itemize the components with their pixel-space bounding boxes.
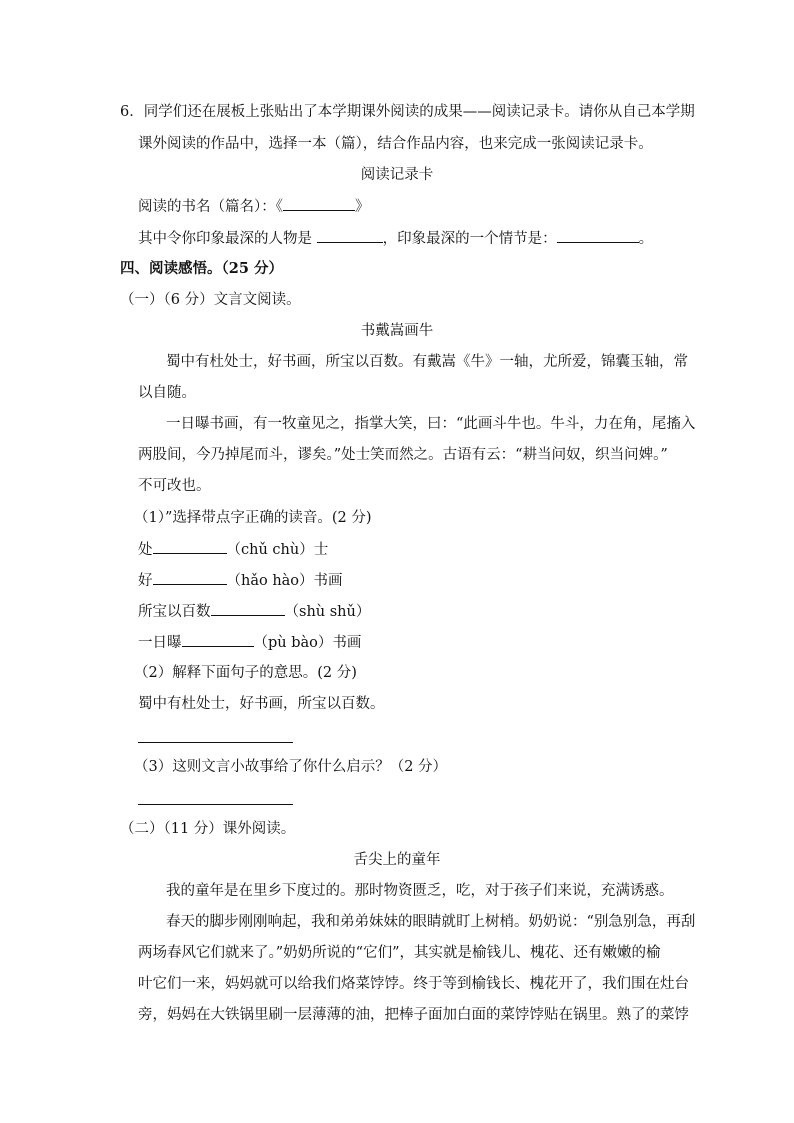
pron-4-options: （pù bào）书画 (253, 635, 362, 651)
character-line-end: 。 (638, 231, 654, 247)
pron-1-options: （chǔ chù）士 (226, 542, 329, 558)
passage-4-line-1: 春天的脚步刚刚响起，我和弟弟妹妹的眼睛就盯上树梢。奶奶说：“别急别急，再刮 (166, 914, 696, 930)
pron-3-options: （shù shǔ） (284, 604, 371, 620)
part-1-title: 书戴嵩画牛 (360, 323, 434, 339)
passage-1-line-2: 以自随。 (138, 385, 196, 401)
pron-4-blank[interactable] (182, 632, 254, 647)
pronunciation-item-4 (138, 632, 361, 653)
book-name-close: 》 (355, 199, 370, 215)
passage-1-line-1: 蜀中有杜处士，好书画，所宝以百数。有戴嵩《牛》一轴，尤所爱，锦囊玉轴，常 (166, 354, 688, 370)
part-1-heading: （一）（6 分）文言文阅读。 (120, 292, 301, 308)
book-name-label: 阅读的书名（篇名）：《 (138, 199, 283, 215)
pronunciation-item-2 (138, 570, 343, 591)
passage-2-line-3: 不可改也。 (138, 478, 211, 494)
character-line (138, 228, 653, 249)
pron-2-blank[interactable] (153, 570, 227, 585)
q6-line-1: 6．同学们还在展板上张贴出了本学期课外阅读的成果——阅读记录卡。请你从自己本学期 (120, 104, 695, 120)
character-label: 其中令你印象最深的人物是 (138, 231, 312, 247)
question-1: （1）”选择带点字正确的读音。(2 分) (134, 510, 372, 526)
passage-4-line-2: 两场春风它们就来了。”奶奶所说的“它们”，其实就是榆钱儿、槐花、还有嫩嫩的榆 (138, 945, 661, 961)
passage-4-line-3: 叶它们一来，妈妈就可以给我们烙菜饽饽。终于等到榆钱长、槐花开了，我们围在灶台 (138, 976, 689, 992)
card-title: 阅读记录卡 (360, 167, 434, 183)
section-4-heading: 四、阅读感悟。（25 分） (120, 260, 283, 277)
pron-4-word: 一日曝 (138, 635, 182, 651)
book-name-blank[interactable] (283, 196, 355, 211)
pronunciation-item-1 (138, 539, 328, 560)
passage-2-line-1: 一日曝书画，有一牧童见之，指掌大笑，曰：“此画斗牛也。牛斗，力在角，尾搐入 (166, 416, 696, 432)
plot-label: ，印象最深的一个情节是： (382, 231, 557, 247)
book-name-line (138, 196, 370, 217)
pron-3-blank[interactable] (211, 601, 285, 616)
passage-2-line-2: 两股间，今乃掉尾而斗，谬矣。”处士笑而然之。古语有云：“耕当问奴，织当问婢。” (138, 447, 668, 463)
pron-1-word: 处 (138, 542, 153, 558)
q6-line-2: 课外阅读的作品中，选择一本（篇），结合作品内容，也来完成一张阅读记录卡。 (138, 136, 653, 152)
question-2-answer-line[interactable] (138, 742, 293, 743)
pron-2-word: 好 (138, 573, 153, 589)
question-2: （2）解释下面句子的意思。(2 分) (134, 665, 357, 681)
part-2-title: 舌尖上的童年 (353, 852, 441, 868)
pron-3-word: 所宝以百数 (138, 604, 211, 620)
character-blank[interactable] (317, 228, 383, 243)
pronunciation-item-3 (138, 601, 370, 622)
plot-blank[interactable] (557, 228, 639, 243)
question-2-sentence: 蜀中有杜处士，好书画，所宝以百数。 (138, 696, 385, 712)
question-3: （3）这则文言小故事给了你什么启示？（2 分） (134, 759, 448, 775)
passage-4-line-4: 旁，妈妈在大铁锅里刷一层薄薄的油，把棒子面加白面的菜饽饽贴在锅里。熟了的菜饽 (138, 1007, 689, 1023)
part-2-heading: （二）（11 分）课外阅读。 (120, 821, 296, 837)
pron-2-options: （hǎo hào）书画 (226, 573, 343, 589)
question-3-answer-line[interactable] (138, 804, 293, 805)
pron-1-blank[interactable] (153, 539, 227, 554)
passage-3-line-1: 我的童年是在里乡下度过的。那时物资匮乏，吃，对于孩子们来说，充满诱惑。 (166, 883, 674, 899)
